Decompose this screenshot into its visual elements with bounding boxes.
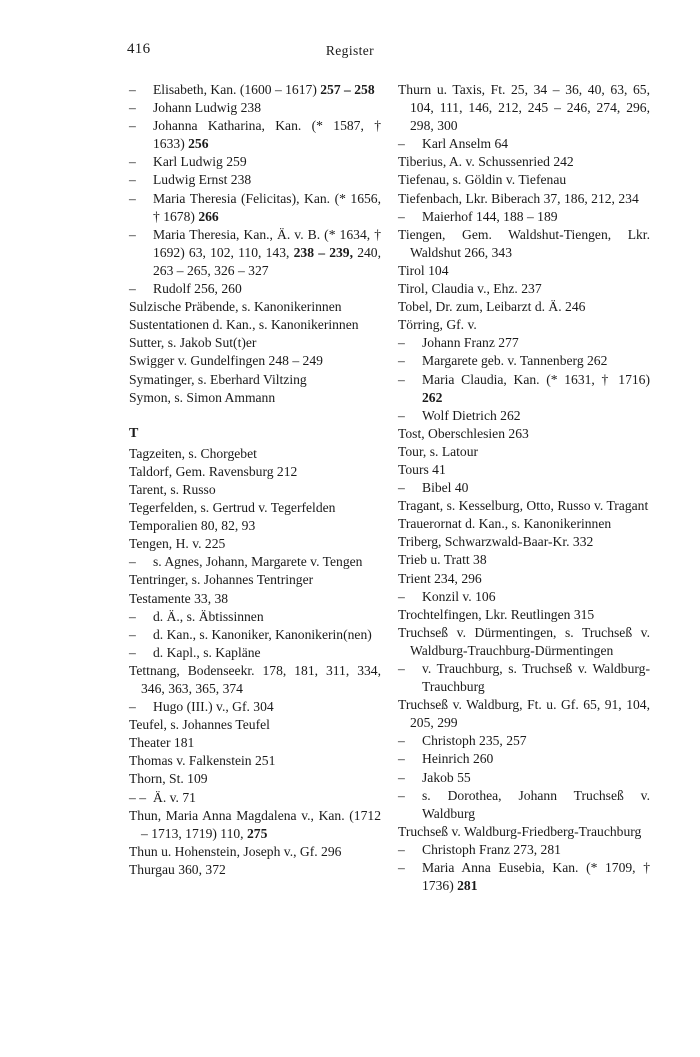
entry-text: Elisabeth, Kan. (1600 – 1617): [153, 82, 321, 97]
index-subentry: [398, 732, 650, 750]
subentry-dash: –: [398, 371, 405, 387]
index-column-left: [129, 81, 381, 879]
index-entry: [129, 752, 381, 770]
page-number: 416: [127, 41, 151, 57]
entry-text: Tarent, s. Russo: [129, 481, 216, 497]
index-subentry: [129, 608, 381, 626]
entry-text: Tengen, H. v. 225: [129, 536, 226, 552]
entry-text: Bibel 40: [422, 480, 469, 496]
index-entry: [398, 461, 650, 479]
subentry-dash: –: [398, 480, 405, 496]
entry-text: s. Dorothea, Johann Truchseß v. Waldburg: [422, 787, 650, 821]
entry-text: Tettnang, Bodenseekr. 178, 181, 311, 334, 346, 363, 365, 374: [129, 662, 381, 696]
subentry-dash: – –: [129, 789, 146, 805]
entry-text: Tentringer, s. Johannes Tentringer: [129, 572, 314, 588]
entry-text: d. Kan., s. Kanoniker, Kanonikerin(nen): [153, 626, 372, 642]
index-subentry: [398, 588, 650, 606]
entry-text: Hugo (III.) v., Gf. 304: [153, 699, 274, 715]
entry-text: Tiefenau, s. Göldin v. Tiefenau: [398, 172, 567, 188]
entry-text: Jakob 55: [422, 769, 471, 785]
index-entry: [398, 533, 650, 551]
index-subentry: [398, 660, 650, 696]
index-entry: [129, 807, 381, 843]
entry-text: Trient 234, 296: [398, 570, 482, 586]
entry-main-reference: 256: [188, 136, 209, 152]
entry-text: Trauerornat d. Kan., s. Kanonikerinnen: [398, 516, 612, 532]
entry-text: Maierhof 144, 188 – 189: [422, 208, 558, 224]
index-entry: [129, 770, 381, 788]
entry-text: Swigger v. Gundelfingen 248 – 249: [129, 353, 323, 369]
entry-text: Ludwig Ernst 238: [153, 172, 252, 188]
subentry-dash: –: [398, 208, 405, 224]
index-subentry: [398, 787, 650, 823]
entry-text: Thorn, St. 109: [129, 771, 208, 787]
entry-text: Thurn u. Taxis, Ft. 25, 34 – 36, 40, 63, 65, 104, 111, 146, 212, 245 – 246, 274, 296, 298, 300: [398, 82, 650, 134]
subentry-dash: –: [129, 100, 136, 116]
entry-text: Maria Theresia, Kan., Ä. v. B. (* 1634, † 1692) 63, 102, 110, 143,: [153, 226, 381, 260]
subentry-dash: –: [129, 554, 136, 570]
entry-text: Symatinger, s. Eberhard Viltzing: [129, 371, 307, 387]
entry-text: Tours 41: [398, 461, 446, 477]
entry-text: Tiengen, Gem. Waldshut-Tiengen, Lkr. Waldshut 266, 343: [398, 226, 650, 260]
index-entry: [398, 280, 650, 298]
entry-text: Sustentationen d. Kan., s. Kanonikerinnen: [129, 317, 359, 333]
index-entry: [129, 499, 381, 517]
index-entry: [129, 334, 381, 352]
index-subentry: [398, 859, 650, 895]
index-subentry: [398, 841, 650, 859]
entry-text: Thomas v. Falkenstein 251: [129, 753, 276, 769]
subentry-dash: –: [398, 353, 405, 369]
entry-text: Maria Anna Eusebia, Kan. (* 1709, † 1736): [422, 860, 650, 894]
index-entry: [129, 481, 381, 499]
entry-text: Truchseß v. Waldburg, Ft. u. Gf. 65, 91, 104, 205, 299: [398, 697, 650, 731]
entry-text: v. Trauchburg, s. Truchseß v. Waldburg-Trauchburg: [422, 661, 650, 695]
entry-text: Trochtelfingen, Lkr. Reutlingen 315: [398, 606, 595, 622]
entry-text: d. Kapl., s. Kapläne: [153, 644, 261, 660]
entry-text: Thurgau 360, 372: [129, 861, 226, 877]
entry-text: Tirol 104: [398, 262, 449, 278]
entry-text: Thun, Maria Anna Magdalena v., Kan. (1712 – 1713, 1719) 110,: [129, 807, 381, 841]
index-subentry: [398, 334, 650, 352]
index-entry: [398, 316, 650, 334]
index-entry: [398, 190, 650, 208]
entry-text: Karl Ludwig 259: [153, 154, 247, 170]
entry-text: Johanna Katharina, Kan. (* 1587, † 1633): [153, 118, 381, 152]
entry-text: Heinrich 260: [422, 751, 494, 767]
subentry-dash: –: [129, 626, 136, 642]
index-subentry: [398, 407, 650, 425]
index-subentry: [398, 479, 650, 497]
section-letter-heading: T: [129, 425, 139, 441]
index-entry: [398, 153, 650, 171]
entry-text: Tiefenbach, Lkr. Biberach 37, 186, 212, 234: [398, 190, 639, 206]
subentry-dash: –: [398, 588, 405, 604]
entry-text: Tragant, s. Kesselburg, Otto, Russo v. Tragant: [398, 498, 649, 514]
entry-text: Sulzische Präbende, s. Kanonikerinnen: [129, 299, 342, 315]
subentry-dash: –: [398, 661, 405, 676]
index-entry: [129, 734, 381, 752]
index-entry: [129, 517, 381, 535]
subentry-dash: –: [129, 172, 136, 188]
index-entry: [129, 843, 381, 861]
entry-text: Maria Claudia, Kan. (* 1631, † 1716): [422, 371, 650, 387]
entry-main-reference: 238 – 239,: [293, 244, 353, 260]
entry-text: Thun u. Hohenstein, Joseph v., Gf. 296: [129, 843, 342, 859]
subentry-dash: –: [129, 226, 136, 242]
index-column-right: [398, 81, 650, 895]
entry-main-reference: 275: [246, 825, 268, 841]
subentry-dash: –: [129, 118, 136, 134]
index-subentry: [129, 81, 381, 99]
subentry-dash: –: [129, 281, 136, 297]
subentry-dash: –: [398, 751, 405, 767]
index-subentry: [398, 371, 650, 407]
entry-text: Tegerfelden, s. Gertrud v. Tegerfelden: [129, 500, 336, 516]
entry-text: Christoph Franz 273, 281: [422, 841, 561, 857]
index-entry: [398, 606, 650, 624]
entry-text: Taldorf, Gem. Ravensburg 212: [129, 463, 298, 479]
entry-text: Tour, s. Latour: [398, 443, 479, 459]
index-entry: [398, 624, 650, 660]
index-entry: [398, 551, 650, 569]
index-subentry: [129, 190, 381, 226]
entry-text: Symon, s. Simon Ammann: [129, 389, 276, 405]
index-entry: [129, 445, 381, 463]
entry-text: Wolf Dietrich 262: [422, 407, 521, 423]
entry-text: d. Ä., s. Äbtissinnen: [153, 608, 264, 624]
entry-text: Theater 181: [129, 735, 195, 751]
subentry-dash: –: [398, 335, 405, 351]
index-entry: [129, 352, 381, 370]
subentry-dash: –: [129, 608, 136, 624]
subentry-dash: –: [398, 787, 405, 803]
index-subentry: [129, 553, 381, 571]
index-subentry: [129, 698, 381, 716]
subentry-dash: –: [129, 82, 136, 97]
index-subentry: [129, 171, 381, 189]
index-entry: [398, 226, 650, 262]
index-entry: [398, 171, 650, 189]
entry-text-continued: 240, 263 – 265, 326 – 327: [153, 244, 381, 278]
entry-text: s. Agnes, Johann, Margarete v. Tengen: [153, 554, 363, 570]
index-subentry: [398, 208, 650, 226]
index-subentry: [129, 117, 381, 153]
entry-text: Karl Anselm 64: [422, 136, 509, 152]
entry-text: Johann Ludwig 238: [153, 100, 261, 116]
index-entry: [129, 298, 381, 316]
index-subentry: [129, 626, 381, 644]
index-entry: [129, 316, 381, 334]
entry-main-reference: 281: [457, 878, 478, 894]
index-subentry: [129, 99, 381, 117]
index-entry: [398, 823, 650, 841]
entry-text: Rudolf 256, 260: [153, 281, 242, 297]
index-entry: [398, 515, 650, 533]
entry-text: Truchseß v. Dürmentingen, s. Truchseß v. Waldburg-Trauchburg-Dürmentingen: [398, 624, 650, 658]
index-entry: [398, 81, 650, 135]
index-entry: [398, 696, 650, 732]
entry-text: Triberg, Schwarzwald-Baar-Kr. 332: [398, 534, 594, 550]
subentry-dash: –: [129, 154, 136, 170]
index-entry: [129, 389, 381, 407]
index-entry: [129, 590, 381, 608]
index-entry: [129, 371, 381, 389]
entry-text: Teufel, s. Johannes Teufel: [129, 717, 270, 733]
index-subentry: [398, 750, 650, 768]
index-entry: [129, 463, 381, 481]
index-subentry: [398, 769, 650, 787]
entry-text: Truchseß v. Waldburg-Friedberg-Trauchburg: [398, 823, 642, 839]
index-subentry: [398, 352, 650, 370]
index-entry: [398, 443, 650, 461]
subentry-dash: –: [398, 407, 405, 423]
subentry-dash: –: [129, 190, 136, 206]
subentry-dash: –: [129, 699, 136, 715]
entry-text: Testamente 33, 38: [129, 590, 229, 606]
entry-text: Maria Theresia (Felicitas), Kan. (* 1656, † 1678): [153, 190, 381, 224]
index-entry: [129, 716, 381, 734]
index-entry: [129, 861, 381, 879]
entry-text: Törring, Gf. v.: [398, 317, 477, 333]
entry-text: Trieb u. Tratt 38: [398, 552, 487, 568]
entry-text: Christoph 235, 257: [422, 733, 527, 749]
index-subentry: [129, 226, 381, 280]
entry-text: Ä. v. 71: [153, 789, 196, 805]
index-subentry: [129, 280, 381, 298]
entry-text: Tobel, Dr. zum, Leibarzt d. Ä. 246: [398, 299, 586, 315]
index-subentry: [129, 153, 381, 171]
entry-main-reference: 262: [422, 389, 443, 405]
index-entry: [129, 662, 381, 698]
index-subentry: [129, 644, 381, 662]
index-entry: [398, 570, 650, 588]
entry-text: Sutter, s. Jakob Sut(t)er: [129, 335, 257, 351]
index-subentry: [129, 789, 381, 807]
index-entry: [129, 571, 381, 589]
subentry-dash: –: [398, 841, 405, 857]
index-entry: [398, 262, 650, 280]
index-entry: [398, 298, 650, 316]
index-entry: [398, 425, 650, 443]
subentry-dash: –: [398, 136, 405, 152]
entry-text: Margarete geb. v. Tannenberg 262: [422, 353, 608, 369]
subentry-dash: –: [398, 733, 405, 749]
entry-text: Tiberius, A. v. Schussenried 242: [398, 154, 574, 170]
subentry-dash: –: [398, 769, 405, 785]
entry-text: Johann Franz 277: [422, 335, 519, 351]
index-entry: [398, 497, 650, 515]
subentry-dash: –: [398, 860, 405, 876]
entry-text: Tirol, Claudia v., Ehz. 237: [398, 281, 542, 297]
index-entry: [129, 535, 381, 553]
entry-main-reference: 257 – 258: [320, 82, 375, 97]
entry-text: Temporalien 80, 82, 93: [129, 518, 256, 534]
running-title: Register: [325, 43, 375, 58]
entry-text: Tagzeiten, s. Chorgebet: [129, 445, 257, 461]
subentry-dash: –: [129, 644, 136, 660]
index-subentry: [398, 135, 650, 153]
entry-text: Tost, Oberschlesien 263: [398, 425, 529, 441]
entry-text: Konzil v. 106: [422, 588, 496, 604]
entry-main-reference: 266: [198, 208, 219, 224]
